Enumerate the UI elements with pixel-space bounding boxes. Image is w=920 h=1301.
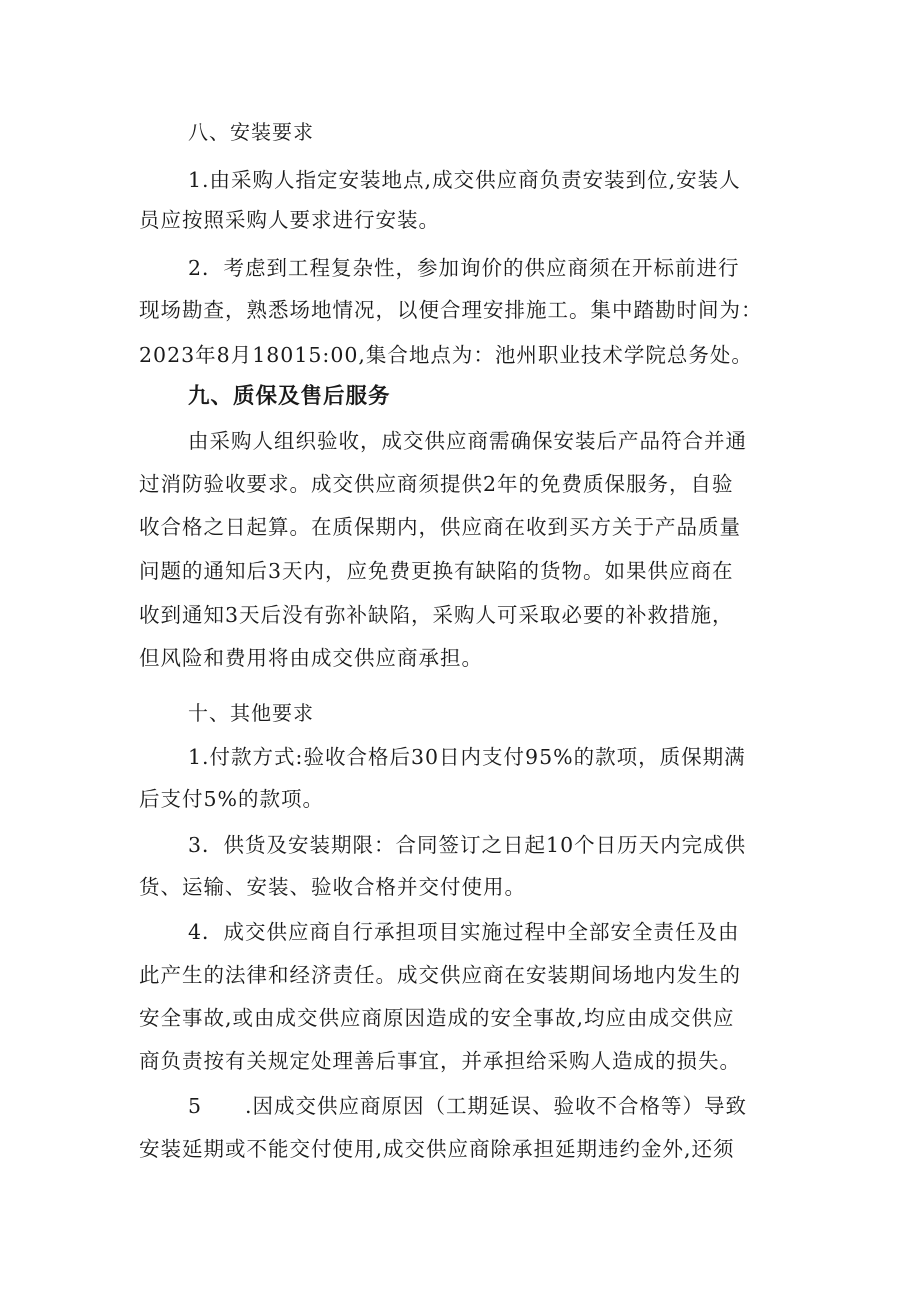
paragraph-line: 商负责按有关规定处理善后事宜，并承担给采购人造成的损失。	[139, 1049, 741, 1073]
paragraph-line: 收合格之日起算。在质保期内，供应商在收到买方关于产品质量	[139, 515, 741, 539]
paragraph-line: 但风险和费用将由成交供应商承担。	[139, 646, 483, 670]
paragraph-line: 2．考虑到工程复杂性，参加询价的供应商须在开标前进行	[188, 256, 740, 280]
paragraph-line: 安装延期或不能交付使用,成交供应商除承担延期违约金外,还须	[139, 1137, 735, 1161]
paragraph-line: 3．供货及安装期限：合同签订之日起10个日历天内完成供	[188, 833, 747, 857]
paragraph-line: 1.由采购人指定安装地点,成交供应商负责安装到位,安装人	[188, 168, 741, 192]
section-heading-warranty: 九、质保及售后服务	[188, 384, 391, 409]
section-heading-installation: 八、安装要求	[188, 120, 314, 144]
paragraph-line: 4．成交供应商自行承担项目实施过程中全部安全责任及由	[188, 920, 740, 944]
paragraph-line: 货、运输、安装、验收合格并交付使用。	[139, 875, 526, 899]
section-heading-other: 十、其他要求	[188, 701, 314, 725]
paragraph-line: 后支付5%的款项。	[139, 787, 325, 811]
paragraph-line: 现场勘查，熟悉场地情况，以便合理安排施工。集中踏勘时间为：	[139, 298, 763, 322]
paragraph-line: 5 .因成交供应商原因（工期延误、验收不合格等）导致	[188, 1094, 748, 1118]
paragraph-line: 1.付款方式:验收合格后30日内支付95%的款项，质保期满	[188, 745, 746, 769]
paragraph-line: 问题的通知后3天内，应免费更换有缺陷的货物。如果供应商在	[139, 559, 734, 583]
paragraph-line: 此产生的法律和经济责任。成交供应商在安装期间场地内发生的	[139, 963, 741, 987]
paragraph-line: 由采购人组织验收，成交供应商需确保安装后产品符合并通	[188, 429, 747, 453]
paragraph-line: 员应按照采购人要求进行安装。	[139, 208, 440, 232]
paragraph-line: 收到通知3天后没有弥补缺陷，采购人可采取必要的补救措施，	[139, 603, 734, 627]
paragraph-line: 2023年8月18015:00,集合地点为：池州职业技术学院总务处。	[139, 343, 753, 367]
paragraph-line: 过消防验收要求。成交供应商须提供2年的免费质保服务，自验	[139, 472, 734, 496]
paragraph-line: 安全事故,或由成交供应商原因造成的安全事故,均应由成交供应	[139, 1006, 735, 1030]
